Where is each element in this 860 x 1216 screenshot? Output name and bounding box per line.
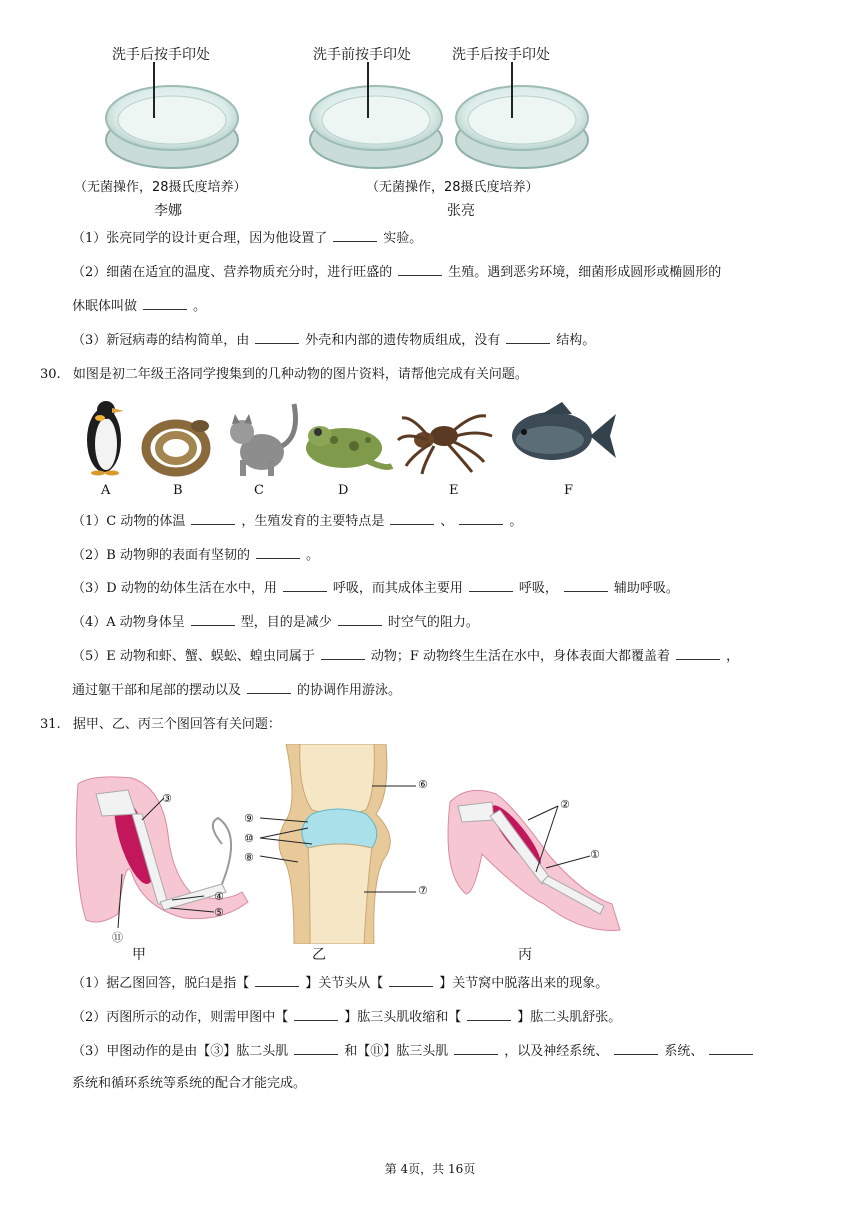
text: 结构。 xyxy=(556,333,596,348)
answer-blank[interactable] xyxy=(191,613,235,626)
label-zhang-before: 洗手前按手印处 xyxy=(313,47,411,63)
answer-blank[interactable] xyxy=(333,229,377,242)
text: 呼吸，而其成体主要用 xyxy=(332,581,463,596)
answer-blank[interactable] xyxy=(294,1008,338,1021)
answer-blank[interactable] xyxy=(676,647,720,660)
text: 休眠体叫做 xyxy=(72,299,138,314)
animal-label-c: C xyxy=(254,483,264,498)
text: ，生殖发育的主要特点是 xyxy=(241,514,385,529)
question-number: 31. xyxy=(40,717,61,732)
q30-line-1 xyxy=(72,512,522,531)
text: 辅助呼吸。 xyxy=(613,581,679,596)
animal-label-b: B xyxy=(173,483,183,498)
text: 动物；F 动物终生生活在水中，身体表面大都覆盖着 xyxy=(370,649,671,664)
answer-blank[interactable] xyxy=(255,974,299,987)
answer-blank[interactable] xyxy=(467,1008,511,1021)
question-stem: 据甲、乙、丙三个图回答有关问题： xyxy=(72,717,281,732)
answer-blank[interactable] xyxy=(247,681,291,694)
answer-blank[interactable] xyxy=(709,1042,753,1055)
answer-blank[interactable] xyxy=(256,546,300,559)
q31-line-1 xyxy=(72,974,608,993)
q31-line-4 xyxy=(72,1075,306,1093)
q31-stem xyxy=(40,716,281,734)
q30-line-5 xyxy=(72,647,739,666)
spider-image xyxy=(398,416,492,474)
q30-line-3 xyxy=(72,579,679,598)
q31-line-3 xyxy=(72,1042,759,1061)
text: 。 xyxy=(305,548,319,563)
text: 生殖。遇到恶劣环境，细菌形成圆形或椭圆形的 xyxy=(448,265,722,280)
label-4: ④ xyxy=(214,890,224,903)
text: 实验。 xyxy=(383,231,423,246)
q29-line-2 xyxy=(72,263,721,282)
text: 系统和循环系统等系统的配合才能完成。 xyxy=(72,1076,307,1091)
text: 呼吸， xyxy=(518,581,558,596)
animal-label-e: E xyxy=(449,483,459,498)
animals-figure xyxy=(72,396,622,480)
text: （3）D 动物的幼体生活在水中，用 xyxy=(72,581,277,596)
answer-blank[interactable] xyxy=(469,579,513,592)
q30-line-4 xyxy=(72,613,479,632)
label-1: ① xyxy=(590,848,600,861)
answer-blank[interactable] xyxy=(338,613,382,626)
text: 型，目的是减少 xyxy=(240,615,332,630)
text: 】肱二头肌舒张。 xyxy=(517,1010,622,1025)
label-8: ⑧ xyxy=(244,851,254,864)
question-stem: 如图是初二年级王洛同学搜集到的几种动物的图片资料，请帮他完成有关问题。 xyxy=(72,367,528,382)
figure-label-jia: 甲 xyxy=(132,947,146,963)
label-9: ⑨ xyxy=(244,812,254,825)
petri-dish-li xyxy=(106,62,238,168)
text: （2）细菌在适宜的温度、营养物质充分时，进行旺盛的 xyxy=(72,265,393,280)
note-li: （无菌操作，28摄氏度培养） xyxy=(74,180,247,195)
text: 的协调作用游泳。 xyxy=(297,683,402,698)
answer-blank[interactable] xyxy=(564,579,608,592)
answer-blank[interactable] xyxy=(398,263,442,276)
text: 时空气的阻力。 xyxy=(387,615,479,630)
text: 通过躯干部和尾部的摆动以及 xyxy=(72,683,242,698)
answer-blank[interactable] xyxy=(459,512,503,525)
q29-line-1 xyxy=(72,229,422,248)
question-number: 30. xyxy=(40,367,61,382)
snake-image xyxy=(146,420,209,472)
label-6: ⑥ xyxy=(418,778,428,791)
label-11: ⑪ xyxy=(112,931,123,944)
knee-joint-diagram xyxy=(260,744,416,944)
page-footer: 第 4页，共 16页 xyxy=(384,1162,476,1176)
cat-image xyxy=(230,404,296,476)
answer-blank[interactable] xyxy=(506,331,550,344)
arm-joint-figure xyxy=(72,744,632,944)
text: （3）新冠病毒的结构简单，由 xyxy=(72,333,250,348)
text: （2）B 动物卵的表面有坚韧的 xyxy=(72,548,250,563)
q31-line-2 xyxy=(72,1008,621,1027)
label-7: ⑦ xyxy=(418,884,428,897)
answer-blank[interactable] xyxy=(321,647,365,660)
text: 。 xyxy=(193,299,207,314)
figure-label-bing: 丙 xyxy=(518,947,532,963)
text: （1）张亮同学的设计更合理，因为他设置了 xyxy=(72,231,328,246)
text: ， xyxy=(726,649,740,664)
name-zhang: 张亮 xyxy=(447,203,475,219)
answer-blank[interactable] xyxy=(614,1042,658,1055)
q30-line-6 xyxy=(72,681,401,700)
text: （3）甲图动作的是由【③】肱二头肌 xyxy=(72,1044,289,1059)
text: 外壳和内部的遗传物质组成，没有 xyxy=(305,333,501,348)
penguin-image xyxy=(87,401,124,476)
text: 、 xyxy=(440,514,454,529)
animal-label-d: D xyxy=(338,483,349,498)
note-zhang: （无菌操作，28摄氏度培养） xyxy=(366,180,539,195)
label-2: ② xyxy=(560,798,570,811)
q29-line-4 xyxy=(72,331,595,350)
text: 】关节窝中脱落出来的现象。 xyxy=(439,976,609,991)
label-3: ③ xyxy=(162,792,172,805)
frog-image xyxy=(306,426,392,468)
text: （2）丙图所示的动作，则需甲图中【 xyxy=(72,1010,289,1025)
answer-blank[interactable] xyxy=(454,1042,498,1055)
figure-label-yi: 乙 xyxy=(312,947,326,963)
label-li-after: 洗手后按手印处 xyxy=(112,47,210,63)
text: 。 xyxy=(509,514,523,529)
answer-blank[interactable] xyxy=(283,579,327,592)
text: 系统、 xyxy=(664,1044,704,1059)
text: （1）据乙图回答，脱臼是指【 xyxy=(72,976,250,991)
text: 和【⑪】肱三头肌 xyxy=(344,1044,449,1059)
q30-line-2 xyxy=(72,546,319,565)
name-li: 李娜 xyxy=(154,203,182,219)
text: （1）C 动物的体温 xyxy=(72,514,186,529)
petri-dish-zhang-before xyxy=(310,62,442,168)
text: ，以及神经系统、 xyxy=(504,1044,609,1059)
text: 】关节头从【 xyxy=(305,976,384,991)
label-10: ⑩ xyxy=(244,832,254,845)
animal-label-a: A xyxy=(101,483,111,498)
q29-line-3 xyxy=(72,297,206,316)
petri-dishes xyxy=(96,62,616,174)
answer-blank[interactable] xyxy=(294,1042,338,1055)
fish-image xyxy=(512,402,616,460)
text: （5）E 动物和虾、蟹、蜈蚣、蝗虫同属于 xyxy=(72,649,315,664)
label-5: ⑤ xyxy=(214,906,224,919)
answer-blank[interactable] xyxy=(143,297,187,310)
answer-blank[interactable] xyxy=(191,512,235,525)
answer-blank[interactable] xyxy=(389,974,433,987)
text: （4）A 动物身体呈 xyxy=(72,615,185,630)
answer-blank[interactable] xyxy=(255,331,299,344)
label-zhang-after: 洗手后按手印处 xyxy=(452,47,550,63)
answer-blank[interactable] xyxy=(390,512,434,525)
animal-label-f: F xyxy=(564,483,574,498)
text: 】肱三头肌收缩和【 xyxy=(344,1010,462,1025)
petri-dish-zhang-after xyxy=(456,62,588,168)
q30-stem xyxy=(40,366,528,384)
